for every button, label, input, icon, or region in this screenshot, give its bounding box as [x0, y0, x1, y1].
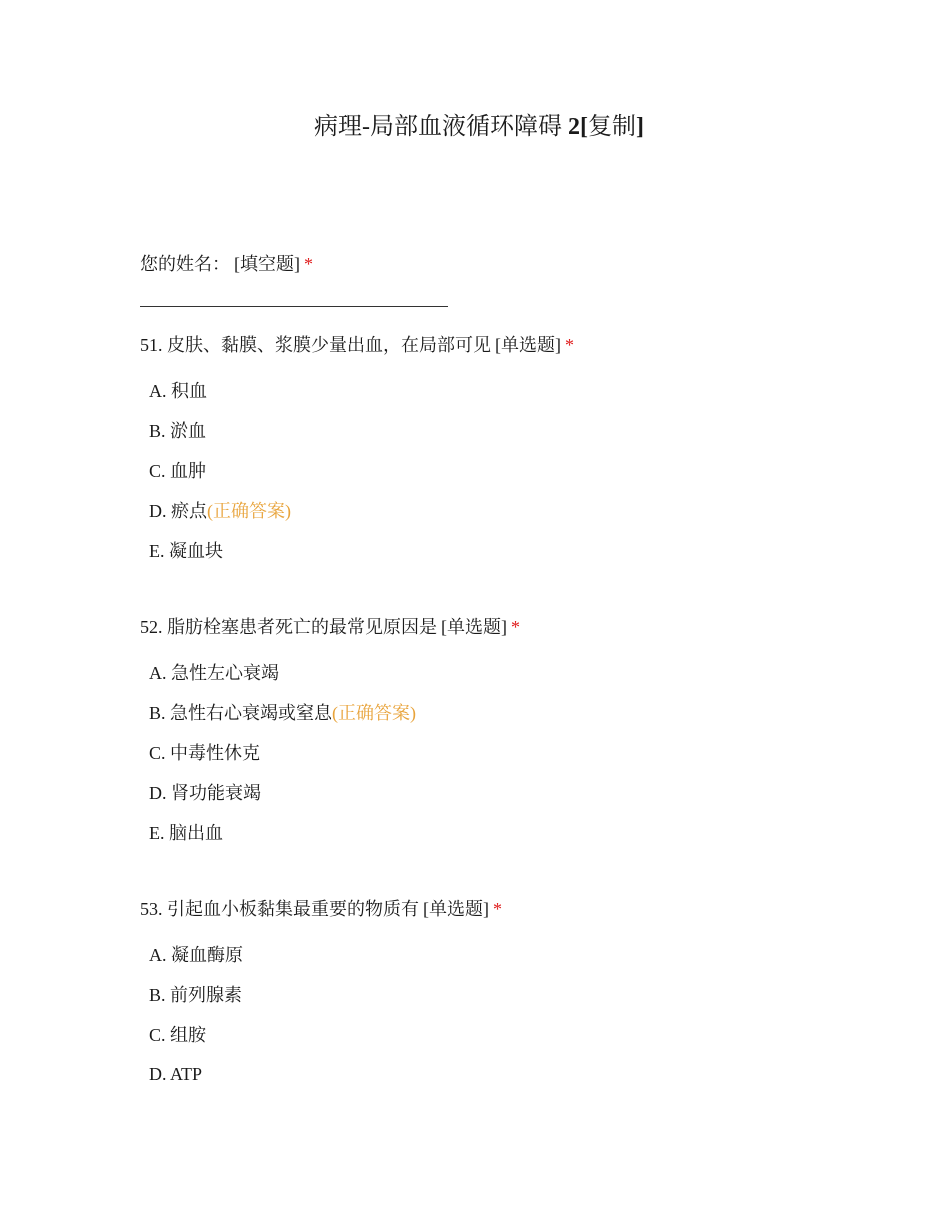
option-53-d[interactable] [149, 1062, 202, 1086]
option-text: A. 急性左心衰竭 [149, 663, 279, 683]
option-52-b[interactable] [149, 701, 416, 725]
question-type: [填空题] [234, 254, 300, 274]
title-copy-tag: 复制 [588, 114, 636, 140]
question-52 [140, 615, 520, 639]
name-input-line[interactable] [140, 306, 448, 307]
option-52-e[interactable] [149, 821, 223, 845]
question-text: 51. 皮肤、黏膜、浆膜少量出血，在局部可见 [140, 335, 491, 355]
option-text: D. ATP [149, 1064, 203, 1084]
title-prefix: 病理-局部血液循环障碍 [314, 114, 568, 140]
name-label: 您的姓名： [140, 254, 230, 274]
question-type: [单选题] [441, 617, 507, 637]
option-52-c[interactable] [149, 741, 260, 765]
option-51-b[interactable] [149, 419, 206, 443]
option-53-c[interactable] [149, 1023, 206, 1047]
option-text: B. 急性右心衰竭或窒息 [149, 703, 333, 723]
question-text: 52. 脂肪栓塞患者死亡的最常见原因是 [140, 617, 437, 637]
correct-answer-note: (正确答案) [332, 703, 417, 723]
option-text: C. 组胺 [149, 1025, 207, 1045]
option-text: E. 脑出血 [149, 823, 223, 843]
option-text: C. 中毒性休克 [149, 743, 261, 763]
required-mark: * [511, 617, 520, 637]
option-52-d[interactable] [149, 781, 261, 805]
option-text: A. 凝血酶原 [149, 945, 243, 965]
option-text: D. 瘀点 [149, 501, 207, 521]
required-mark: * [304, 254, 313, 274]
option-51-a[interactable] [149, 379, 207, 403]
option-53-a[interactable] [149, 943, 243, 967]
option-52-a[interactable] [149, 661, 279, 685]
option-53-b[interactable] [149, 983, 242, 1007]
option-text: A. 积血 [149, 381, 207, 401]
question-type: [单选题] [495, 335, 561, 355]
question-51 [140, 333, 574, 357]
title-bracket-end: ] [636, 114, 644, 140]
option-51-e[interactable] [149, 539, 223, 563]
question-text: 53. 引起血小板黏集最重要的物质有 [140, 899, 419, 919]
correct-answer-note: (正确答案) [207, 501, 291, 521]
required-mark: * [493, 899, 502, 919]
page-title [0, 110, 950, 144]
option-text: E. 凝血块 [149, 541, 223, 561]
title-number: 2[ [568, 114, 588, 140]
option-text: D. 肾功能衰竭 [149, 783, 261, 803]
option-51-d[interactable] [149, 499, 291, 523]
option-51-c[interactable] [149, 459, 206, 483]
question-53 [140, 897, 502, 921]
question-type: [单选题] [423, 899, 489, 919]
name-question [140, 252, 313, 276]
option-text: C. 血肿 [149, 461, 207, 481]
option-text: B. 淤血 [149, 421, 207, 441]
option-text: B. 前列腺素 [149, 985, 243, 1005]
required-mark: * [565, 335, 574, 355]
